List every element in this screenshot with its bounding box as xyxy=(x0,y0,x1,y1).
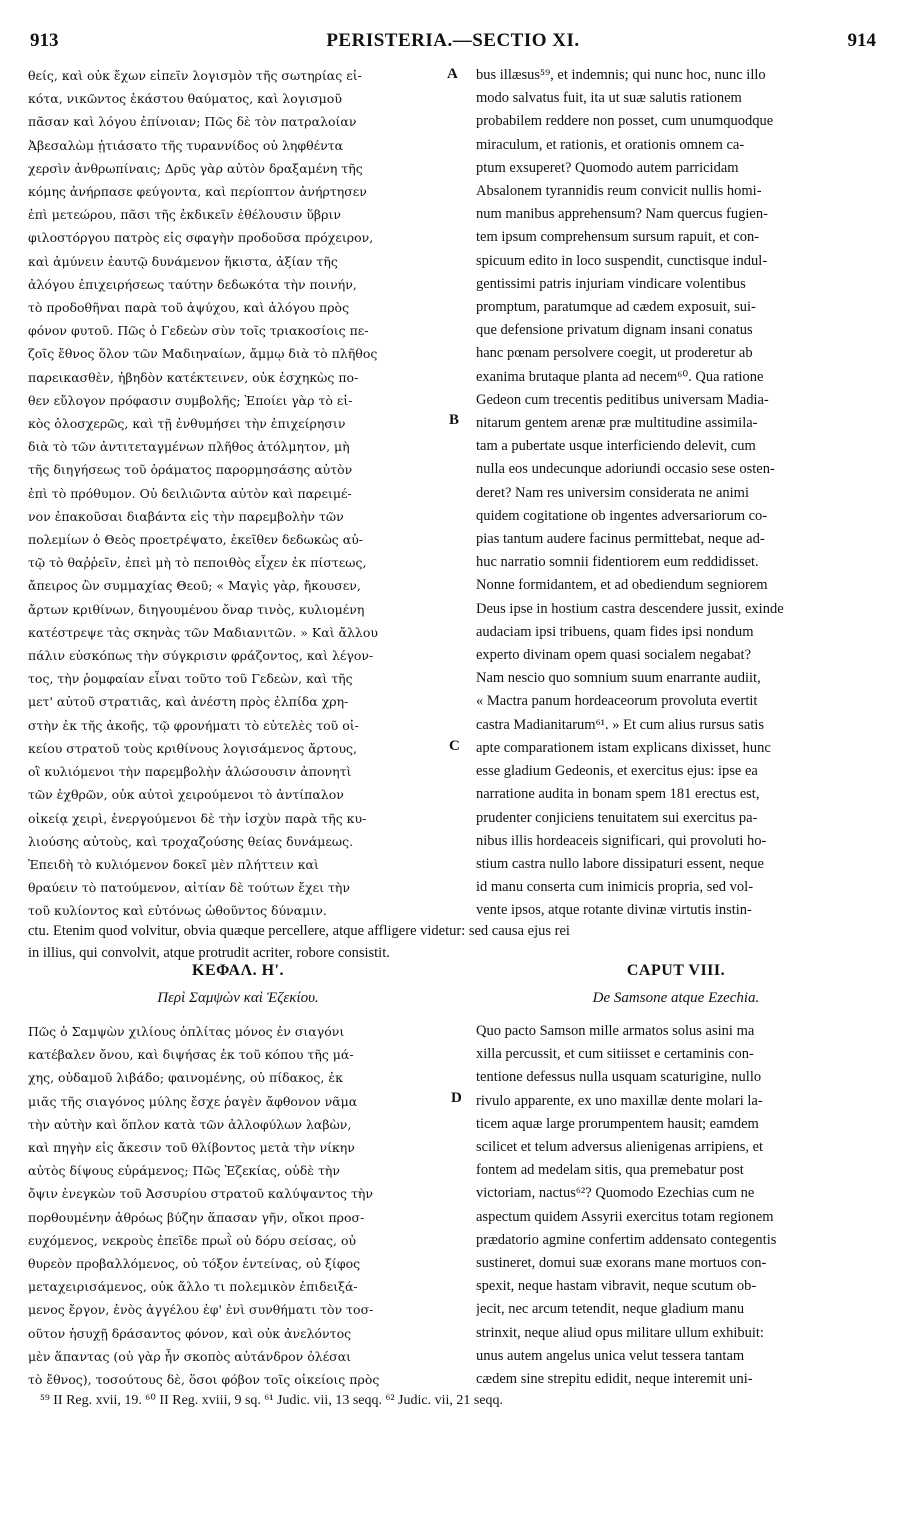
greek-text-line: κατέστρεψε τὰς σκηνὰς τῶν Μαδιανιτῶν. » Καὶ ἄλλου xyxy=(28,624,378,640)
greek-text-line: θεν εὔλογον πρόφασιν συμβολῆς; Ἐποίει γὰρ τὸ εἰ- xyxy=(28,392,353,408)
latin-text-line: sustineret, domui suæ exorans mane mortuos con- xyxy=(476,1255,767,1272)
latin-text-line: num manibus apprehensum? Nam quercus fugien- xyxy=(476,206,768,223)
latin-text-line: huc narratio somnii fidentiorem eum reddidisset. xyxy=(476,554,759,571)
greek-text-line: μὲν ἅπαντας (οὐ γὰρ ἦν σκοπὸς αὐτάνδρον ὀλέσαι xyxy=(28,1348,352,1364)
latin-text-line: ticem aquæ large prorumpentem hausit; eamdem xyxy=(476,1115,759,1132)
greek-text-line: τὸ προδοθῆναι παρὰ τοῦ ἀψύχου, καὶ ἀλόγου πρὸς xyxy=(28,300,350,316)
greek-text-line: Ἐπειδὴ τὸ κυλιόμενον δοκεῖ μὲν πλήττειν καὶ xyxy=(28,856,319,872)
greek-text-line: καὶ πηγὴν εἰς ἄκεσιν τοῦ θλίβοντος μετὰ τὴν νίκην xyxy=(28,1140,355,1156)
latin-text-line: ptum exsuperet? Quomodo autem parricidam xyxy=(476,159,739,176)
greek-text-line: ἐπὶ μετεώρου, πᾶσι τῆς ἐκδικεῖν ἐθέλουσιν ὕβριν xyxy=(28,207,341,223)
greek-text-line: πολεμίων ὁ Θεὸς προετρέψατο, ἐκεῖθεν δεδωκὼς αὐ- xyxy=(28,532,364,548)
page-header xyxy=(30,30,876,60)
latin-text-line: Gedeon cum trecentis peditibus universam Madia- xyxy=(476,391,769,408)
greek-text-line: χερσὶν ἀνθρωπίναις; Δρῦς γὰρ αὐτὸν δραξαμένη τῆς xyxy=(28,160,363,176)
latin-text-line: fontem ad medelam sitis, qua premebatur post xyxy=(476,1162,744,1179)
latin-text-line: tentione defessus nulla usquam scaturigine, nullo xyxy=(476,1069,762,1086)
latin-text-line: jecit, nec arcum tetendit, neque gladium manu xyxy=(476,1301,745,1318)
footnotes: ⁵⁹ II Reg. xvii, 19. ⁶⁰ II Reg. xviii, 9 sq. ⁶¹ Judic. vii, 13 seqq. ⁶² Judic. vii, 21 seqq. xyxy=(40,1393,504,1408)
latin-text-line: Nam nescio quo somnium suum enarrante audiit, xyxy=(476,670,761,687)
latin-text-line: Quo pacto Samson mille armatos solus asini ma xyxy=(476,1023,755,1039)
greek-text-line: κότα, νικῶντος ἑκάστου θαύματος, καὶ λογισμοῦ xyxy=(28,91,342,107)
latin-text-line: in illius, qui convolvit, atque protrudit acriter, robore consistit. xyxy=(28,945,390,961)
greek-text-line: χης, οὐδαμοῦ λιβάδο; φαινομένης, οὐ πίδακος, ἐκ xyxy=(28,1070,343,1086)
latin-text-line: gentissimi patris injuriam vindicare volentibus xyxy=(476,275,746,292)
greek-text-line: μεταχειρισάμενος, οὐκ ἄλλο τι πολεμικὸν ἐπιδειξά- xyxy=(28,1279,358,1295)
latin-text-line: prædatorio agmine confertim addensato contegentis xyxy=(476,1231,777,1248)
greek-text-line: οῦτον ἡσυχῇ δράσαντος φόνον, καὶ οὐκ ἀνελόντος xyxy=(28,1325,352,1341)
latin-text-line: hanc pœnam persolvere coegit, ut proderetur ab xyxy=(476,345,753,362)
latin-text-line: promptum, paratumque ad cædem exposuit, sui- xyxy=(476,299,756,316)
margin-letter-a: A xyxy=(447,66,458,82)
latin-text-line: que defensione privatum dignam insani conatus xyxy=(476,322,753,339)
latin-text-line: ctu. Etenim quod volvitur, obvia quæque percellere, atque affligere videtur: sed causa ejus rei xyxy=(28,923,570,939)
latin-text-line: stium castra nullo labore dissipaturi essent, neque xyxy=(476,855,764,872)
greek-text-line: τῷ τὸ θαῤῥεῖν, ἐπεὶ μὴ τὸ πεποιθὸς εἶχεν ἐκ πίστεως, xyxy=(28,555,367,571)
margin-letter-d: D xyxy=(451,1090,462,1106)
greek-text-line: τος, τὴν ῥομφαίαν εἶναι τοῦτο τοῦ Γεδεὼν, καὶ τῆς xyxy=(28,671,353,687)
greek-text-line: κόμης ἀνήρπασε φεύγοντα, καὶ περίοπτον ἀνήρτησεν xyxy=(28,184,367,200)
latin-text-line: aspectum quidem Assyrii exercitus totam regionem xyxy=(476,1208,774,1225)
latin-text-line: victoriam, nactus⁶²? Quomodo Ezechias cum ne xyxy=(476,1185,755,1202)
margin-letter-b: B xyxy=(449,412,460,428)
latin-text-line: audaciam ipsi tribuens, quam fides ipsi nondum xyxy=(476,623,754,640)
latin-text-line: Nonne formidantem, et ad obediendum segniorem xyxy=(476,577,768,594)
greek-text-line: μιᾶς τῆς σιαγόνος μύλης ἔσχε ῥαγὲν ἄφθονον νᾶμα xyxy=(28,1093,358,1109)
latin-column-top xyxy=(476,64,876,923)
latin-text-line: modo salvatus fuit, ita ut suæ salutis rationem xyxy=(476,90,742,107)
greek-text-line: νον ἐπακοῦσαι διαβάντα εἰς τὴν παρεμβολὴν τῶν xyxy=(28,508,344,524)
latin-text-line: nibus illis hordeaceis significari, qui provoluti ho- xyxy=(476,832,767,849)
greek-text-line: κείου στρατοῦ τοὺς κριθίνους λογισάμενος ἄρτους, xyxy=(28,740,358,756)
latin-text-line: spicuum edito in loco suspendit, cunctisque indul- xyxy=(476,252,768,269)
latin-text-line: rivulo apparente, ex uno maxillæ dente molari la- xyxy=(476,1092,763,1109)
greek-text-line: Ἀβεσαλὼμ ᾐτιάσατο τῆς τυραννίδος οὐ ληφθέντα xyxy=(28,137,344,153)
latin-text-line: narratione audita in bonam spem 181 erectus est, xyxy=(476,786,760,803)
greek-text-line: κατέβαλεν ὄνου, καὶ διψήσας ἐκ τοῦ κόπου τῆς μά- xyxy=(28,1047,354,1063)
latin-text-line: probabilem reddere non posset, cum unumquodque xyxy=(476,113,774,130)
latin-text-line: pias tantum audere facinus permittebat, neque ad- xyxy=(476,531,765,548)
greek-text-line: θείς, καὶ οὐκ ἔχων εἰπεῖν λογισμὸν τῆς σωτηρίας εἰ- xyxy=(28,68,362,83)
latin-text-line: « Mactra panum hordeaceorum provoluta evertit xyxy=(476,693,758,710)
greek-text-line: λιούσης αὐτοὺς, καὶ τροχαζούσης θείας δυνάμεως. xyxy=(28,833,354,849)
greek-text-line: θυρεὸν προβαλλόμενος, οὐ τόξον ἐντείνας, οὐ ξίφος xyxy=(28,1256,361,1272)
greek-column-top xyxy=(28,64,445,923)
latin-text-line: tam a pubertate usque interficiendo delevit, cum xyxy=(476,438,756,455)
greek-text-line: ἀλόγου ἐπιχειρήσεως ταύτην δεδωκότα τὴν ποινήν, xyxy=(28,276,357,292)
greek-text-line: οἰκείᾳ χειρὶ, ἐνεργούμενοι δὲ τὴν ἰσχὺν παρὰ τῆς κυ- xyxy=(28,810,367,826)
greek-text-line: τὸ ἔθνος), τοσούτους δὲ, ὅσοι φόβον τοῖς οἰκείοις πρὸς xyxy=(28,1372,380,1388)
greek-column-bottom xyxy=(28,1020,445,1391)
greek-text-line: θραύειν τὸ πατούμενον, αἰτίαν δὲ τούτων ἔχει τὴν xyxy=(28,880,350,896)
latin-text-line: Deus ipse in hostium castra descendere jussit, exinde xyxy=(476,600,784,617)
latin-text-line: vente ipsos, atque rotante divinæ virtutis instin- xyxy=(476,902,752,919)
latin-text-line: nitarum gentem arenæ præ multitudine assimila- xyxy=(476,415,758,432)
greek-text-line: ὄψιν ἐνεγκὼν τοῦ Ἀσσυρίου στρατοῦ καλύψαντος τὴν xyxy=(28,1186,373,1202)
greek-chapter-subtitle: Περὶ Σαμψὼν καὶ Ἐζεκίου. xyxy=(157,990,319,1006)
greek-text-line: ἐπὶ τὸ πρόθυμον. Οὐ δειλιῶντα αὐτὸν καὶ παρειμέ- xyxy=(28,485,352,501)
greek-text-line: μενος ἔργον, ἑνὸς ἀγγέλου ἐφ' ἑνὶ συνθήματι τὸν τοσ- xyxy=(28,1302,374,1318)
latin-text-line: cædem sine strepitu edidit, neque interemit uni- xyxy=(476,1371,753,1388)
page-number-left: 913 xyxy=(30,30,59,51)
latin-text-line: apte comparationem istam explicans dixisset, hunc xyxy=(476,739,771,756)
greek-text-line: πορθουμένην ἀθρόως βύζην ἅπασαν γῆν, οἴκοι προσ- xyxy=(28,1209,365,1225)
greek-text-line: στὴν ἐκ τῆς ἀκοῆς, τῷ φρονήματι τὸ εὐτελὲς τοῦ οἰ- xyxy=(28,717,359,733)
latin-text-line: tem ipsum comprehensum sursum rapuit, et con- xyxy=(476,229,760,246)
greek-chapter-title: ΚΕΦΑΛ. Η'. xyxy=(192,962,284,979)
greek-text-line: αὐτὸς δίψους εὑράμενος; Πῶς Ἐζεκίας, οὐδὲ τὴν xyxy=(28,1163,340,1179)
greek-text-line: Πῶς ὁ Σαμψὼν χιλίους ὁπλίτας μόνος ἐν σιαγόνι xyxy=(28,1024,345,1039)
latin-chapter-subtitle: De Samsone atque Ezechia. xyxy=(592,990,760,1006)
greek-text-line: τῆς διηγήσεως τοῦ ὁράματος παρορμησάσης αὐτὸν xyxy=(28,462,353,478)
latin-text-line: bus illæsus⁵⁹, et indemnis; qui nunc hoc, nunc illo xyxy=(476,67,766,83)
greek-text-line: κὸς ὁλοσχερῶς, καὶ τῇ ἐνθυμήσει τὴν ἐπιχείρησιν xyxy=(28,416,346,432)
greek-text-line: φιλοστόργου πατρὸς εἰς σφαγὴν προδοῦσα πρόχειρον, xyxy=(28,230,374,246)
latin-text-line: Absalonem tyrannidis reum convicit nullis homi- xyxy=(476,183,762,200)
latin-text-line: esse gladium Gedeonis, et exercitus ejus: ipse ea xyxy=(476,763,758,780)
greek-text-line: οἳ κυλιόμενοι τὴν παρεμβολὴν ἁλώσουσιν ἀπονητὶ xyxy=(28,764,352,780)
greek-text-line: τὴν αὐτὴν καὶ ὅπλον κατὰ τῶν ἀλλοφύλων λαβὼν, xyxy=(28,1116,352,1132)
greek-text-line: ἄρτων κριθίνων, διηγουμένου ὄναρ τινὸς, κυλιομένη xyxy=(28,601,365,617)
greek-text-line: πᾶσαν καὶ λόγου ἐπίνοιαν; Πῶς δὲ τὸν πατραλοίαν xyxy=(28,114,357,130)
latin-chapter-title: CAPUT VIII. xyxy=(626,962,726,979)
latin-text-line: quidem cogitatione ob ingentes adversariorum co- xyxy=(476,507,768,524)
greek-text-line: πάλιν εὐσκόπως τὴν σύγκρισιν φράζοντος, καὶ λέγον- xyxy=(28,648,374,664)
greek-text-line: φόνον φυτοῦ. Πῶς ὁ Γεδεὼν σὺν τοῖς τριακοσίοις πε- xyxy=(28,323,369,339)
latin-text-line: experto divinam opem quasi socialem negabat? xyxy=(476,647,752,664)
latin-text-line: strinxit, neque aliud opus militare ullum exhibuit: xyxy=(476,1324,764,1341)
latin-full-width-text xyxy=(28,920,876,964)
latin-text-line: exanima brutaque planta ad necem⁶⁰. Qua ratione xyxy=(476,368,764,385)
latin-text-line: id manu conserta cum inimicis propria, sed vol- xyxy=(476,879,754,896)
greek-text-line: ευχόμενος, νεκροὺς ἐπεῖδε πρωῒ οὐ δόρυ σείσας, οὐ xyxy=(28,1232,357,1248)
running-title: PERISTERIA.—SECTIO XI. xyxy=(326,30,580,51)
greek-text-line: μετ' αὐτοῦ στρατιᾶς, καὶ ἀνέστη πρὸς ἐλπίδα χρη- xyxy=(28,694,349,710)
page-number-right: 914 xyxy=(847,30,876,51)
chapter-headings xyxy=(28,962,876,1022)
latin-text-line: miraculum, et rationis, et orationis omnem ca- xyxy=(476,136,745,153)
latin-text-line: castra Madianitarum⁶¹. » Et cum alius rursus satis xyxy=(476,716,765,733)
greek-text-line: καὶ ἀμύνειν ἑαυτῷ δυνάμενον ἥκιστα, ἀξίαν τῆς xyxy=(28,253,338,269)
latin-text-line: spexit, neque hastam vibravit, neque scutum ob- xyxy=(476,1278,757,1295)
greek-text-line: τῶν ἐχθρῶν, οὐκ αὐτοὶ χειρούμενοι τὸ ἀντίπαλον xyxy=(28,787,344,803)
latin-column-bottom xyxy=(476,1020,876,1391)
latin-text-line: scilicet et telum adversus alienigenas arripiens, et xyxy=(476,1139,764,1156)
latin-text-line: prudenter conjiciens tenuitatem sui exercitus pa- xyxy=(476,809,758,826)
greek-text-line: ζοῖς ἔθνος ὅλον τῶν Μαδιηναίων, ἄμμῳ διὰ τὸ πλῆθος xyxy=(28,346,378,362)
greek-text-line: διὰ τὸ τῶν ἀντιτεταγμένων πλῆθος ἀτόλμητον, μὴ xyxy=(28,439,350,455)
latin-text-line: unus autem angelus unica velut tessera tantam xyxy=(476,1347,745,1364)
latin-text-line: xilla percussit, et cum sitiisset e certaminis con- xyxy=(476,1046,754,1063)
latin-text-line: deret? Nam res universim considerata ne animi xyxy=(476,484,749,501)
greek-text-line: παρεικασθὲν, ἡβηδὸν κατέκτεινεν, οὐκ ἐσχηκὼς πο- xyxy=(28,369,359,385)
latin-text-line: nulla eos undecunque adoriundi occasio sese osten- xyxy=(476,461,775,478)
greek-text-line: ἄπειρος ὢν συμμαχίας Θεοῦ; « Μαγὶς γὰρ, ἤκουσεν, xyxy=(28,578,361,594)
greek-text-line: τοῦ κυλίοντος καὶ εὐτόνως ὠθοῦντος δύναμιν. xyxy=(28,903,327,919)
margin-letter-c: C xyxy=(449,738,460,754)
